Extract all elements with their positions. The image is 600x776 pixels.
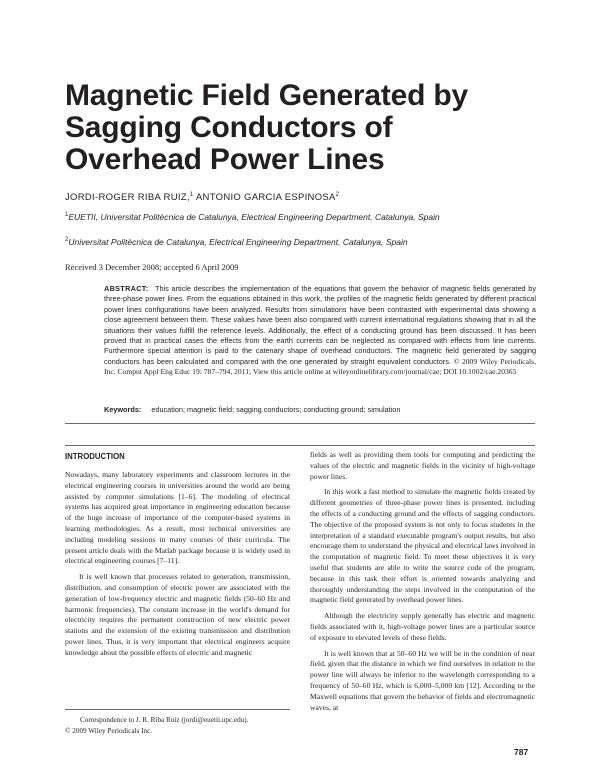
abstract	[104, 284, 536, 378]
paragraph: fields as well as providing them tools for computing and predicting the values of the electric and magnetic fields in the vicinity of high-voltage power lines.	[310, 450, 535, 481]
keywords-label: Keywords:	[104, 405, 142, 414]
abstract-label: ABSTRACT:	[104, 284, 149, 293]
abstract-text: This article describes the implementation of the equations that govern the behavior of magnetic fields generated by three-phase power lines. From the equations obtained in this work, the profiles of the magnetic fields generated by different practical power lines configurations have been analyzed. Results from simulations have been contrasted with experimental data showing a close agreement between them. These values have been also compared with current international regulations showing that in all the situations their values fulfill the reference levels. Additionally, the effect of a conducting ground has been discussed. It has been proved that in practical cases the effects from the earth currents can be neglected as compared with effects from line currents. Furthermore special attention is paid to the catenary shape of overhead conductors. The magnetic field generated by sagging conductors has been calculated and compared with the one generated by straight equivalent conductors.	[104, 284, 536, 366]
paragraph: Although the electricity supply generally has electric and magnetic fields associated with it, high-voltage power lines are a particular source of exposure to elevated levels of these fields.	[310, 611, 535, 642]
divider	[65, 445, 535, 446]
paragraph: In this work a fast method to simulate the magnetic fields created by different geometries of three-phase power lines is presented, including the effects of a conducting ground and the effects of sagging conductors. The objective of the proposed system is not only to focus students in the interpretation of a standard executable program's output results, but also encourage them to understand the physical and electrical laws involved in the computation of magnetic field. To meet these objectives it is very useful that students are able to write the source code of the program, because in this task their effort is oriented towards analyzing and thoroughly understanding the steps involved in the computation of the magnetic field generated by overhead power lines.	[310, 487, 535, 605]
right-column	[310, 450, 535, 713]
affiliation-2	[65, 237, 408, 247]
title-line: Sagging Conductors of	[65, 111, 393, 144]
affiliation-marker: 2	[65, 237, 69, 244]
received-dates: Received 3 December 2008; accepted 6 April 2009	[65, 262, 239, 272]
correspondence-footnote: Correspondence to J. R. Riba Ruiz (jordi@euetii.upc.edu).	[80, 716, 249, 724]
keywords-text: education; magnetic field; sagging conductors; conducting ground; simulation	[151, 405, 401, 414]
author-list	[65, 192, 339, 203]
title-line: Magnetic Field Generated by	[65, 79, 469, 112]
abstract-citation: © 2009 Wiley Periodicals, Inc. Comput Appl Eng Educ 19: 787–794, 2011; View this article online at wileyonlinelibrary.com/journal/cae; DOI 10.1002/cae.20365	[104, 356, 537, 377]
affiliation-1	[65, 212, 440, 222]
footnote-divider	[65, 709, 290, 710]
author-name: ANTONIO GARCIA ESPINOSA	[195, 192, 336, 203]
affiliation-text: EUETII, Universitat Politècnica de Catalunya, Electrical Engineering Department, Catalunya, Spain	[68, 212, 440, 222]
affiliation-text: Universitat Politècnica de Catalunya, Electrical Engineering Department, Catalunya, Spain	[68, 237, 408, 247]
affiliation-marker: 1	[65, 212, 69, 219]
affiliation-marker: 1	[189, 191, 194, 198]
article-title	[65, 80, 535, 176]
affiliation-marker: 2	[335, 191, 340, 198]
section-heading: INTRODUCTION	[65, 452, 125, 461]
paragraph: It is well known that at 50–60 Hz we will be in the condition of near field, given that the distance in which we find ourselves in relation to the power line will always be inferior to the wavelength corresponding to a frequency of 50–60 Hz, which is 6,000–5,000 km [12]. According to the Maxwell equations that govern the behavior of fields and electromagnetic waves, at	[310, 648, 535, 712]
left-column	[65, 470, 290, 659]
page-number: 787	[514, 747, 529, 757]
keywords	[104, 405, 400, 414]
paragraph: Nowadays, many laboratory experiments and classroom lectures in the electrical engineering courses in universities around the world are being assisted by computer simulations [1–6]. The modeling of electrical systems has acquired great importance in engineering education because of the huge increase of importance of the computer-based systems in learning methodologies. As a result, most technical universities are including modeling sessions in many courses of their curricula. The present article deals with the Matlab package because it is widely used in electrical engineering courses [7–11].	[65, 470, 290, 566]
copyright-footnote: © 2009 Wiley Periodicals Inc.	[65, 727, 153, 735]
title-line: Overhead Power Lines	[65, 143, 385, 176]
divider	[65, 423, 535, 424]
paragraph: It is well known that processes related to generation, transmission, distribution, and consumption of electric power are associated with the generation of low-frequency electric and magnetic fields (50–60 Hz and harmonic frequencies). The constant increase in the world's demand for electricity requires the permanent construction of new electric power stations and the extension of the existing transmission and distribution power lines. Thus, it is very important that electrical engineers acquire knowledge about the possible effects of electric and magnetic	[65, 572, 290, 657]
author-name: JORDI-ROGER RIBA RUIZ,	[65, 192, 190, 203]
